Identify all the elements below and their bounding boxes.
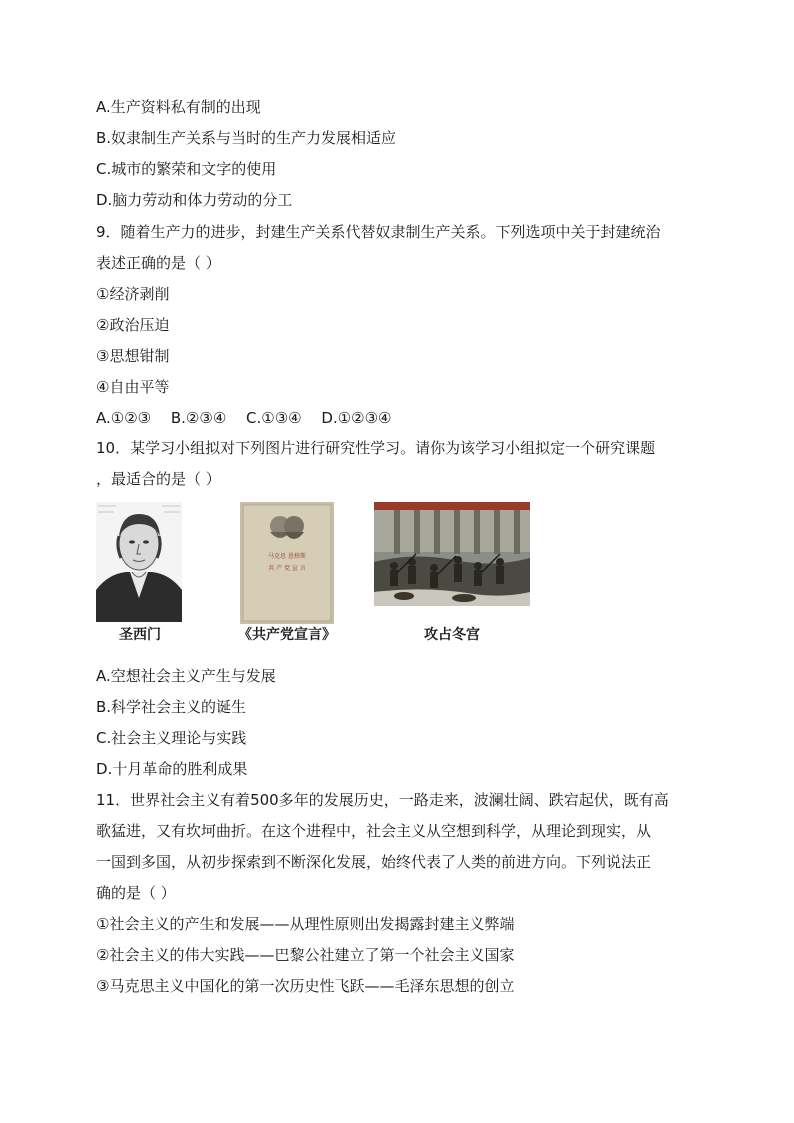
- book-cover-authors: 马克思 恩格斯: [268, 553, 306, 560]
- q9-item-1: ①经济剥削: [96, 285, 170, 303]
- saint-simon-portrait-image: [96, 502, 182, 622]
- q10-stem-line2: ，最适合的是（ ）: [96, 470, 221, 488]
- q8-option-c: C.城市的繁荣和文字的使用: [96, 160, 277, 178]
- q9-choices: A.①②③ B.②③④ C.①③④ D.①②③④: [96, 409, 392, 427]
- q8-option-b: B.奴隶制生产关系与当时的生产力发展相适应: [96, 129, 397, 147]
- q10-stem-line1: 10．某学习小组拟对下列图片进行研究性学习。请你为该学习小组拟定一个研究课题: [96, 439, 656, 457]
- q10-option-d: D.十月革命的胜利成果: [96, 760, 248, 778]
- communist-manifesto-cover-image: [240, 502, 334, 624]
- caption-communist-manifesto: 《共产党宣言》: [238, 627, 336, 643]
- q10-figures: [96, 502, 536, 652]
- q11-stem-line4: 确的是（ ）: [96, 884, 176, 902]
- q10-option-c: C.社会主义理论与实践: [96, 729, 247, 747]
- q11-stem-line3: 一国到多国，从初步探索到不断深化发展，始终代表了人类的前进方向。下列说法正: [96, 853, 652, 871]
- caption-winter-palace: 攻占冬宫: [424, 627, 480, 643]
- book-cover-title: 共 产 党 宣 言: [268, 565, 306, 572]
- q11-item-2: ②社会主义的伟大实践——巴黎公社建立了第一个社会主义国家: [96, 946, 515, 964]
- q8-option-a: A.生产资料私有制的出现: [96, 98, 261, 116]
- q9-item-2: ②政治压迫: [96, 316, 170, 334]
- q9-stem-line2: 表述正确的是（ ）: [96, 254, 221, 272]
- q9-item-3: ③思想钳制: [96, 347, 170, 365]
- q11-stem-line1: 11．世界社会主义有着500多年的发展历史，一路走来，波澜壮阔、跌宕起伏，既有高: [96, 791, 669, 809]
- q11-item-3: ③马克思主义中国化的第一次历史性飞跃——毛泽东思想的创立: [96, 977, 515, 995]
- q11-stem-line2: 歌猛进，又有坎坷曲折。在这个进程中，社会主义从空想到科学，从理论到现实，从: [96, 822, 652, 840]
- q9-stem-line1: 9．随着生产力的进步，封建生产关系代替奴隶制生产关系。下列选项中关于封建统治: [96, 223, 661, 241]
- q11-item-1: ①社会主义的产生和发展——从理性原则出发揭露封建主义弊端: [96, 915, 515, 933]
- q9-item-4: ④自由平等: [96, 378, 170, 396]
- q10-option-b: B.科学社会主义的诞生: [96, 698, 247, 716]
- q10-option-a: A.空想社会主义产生与发展: [96, 667, 276, 685]
- q8-option-d: D.脑力劳动和体力劳动的分工: [96, 191, 293, 209]
- storming-winter-palace-image: [374, 502, 530, 606]
- caption-saint-simon: 圣西门: [119, 627, 161, 643]
